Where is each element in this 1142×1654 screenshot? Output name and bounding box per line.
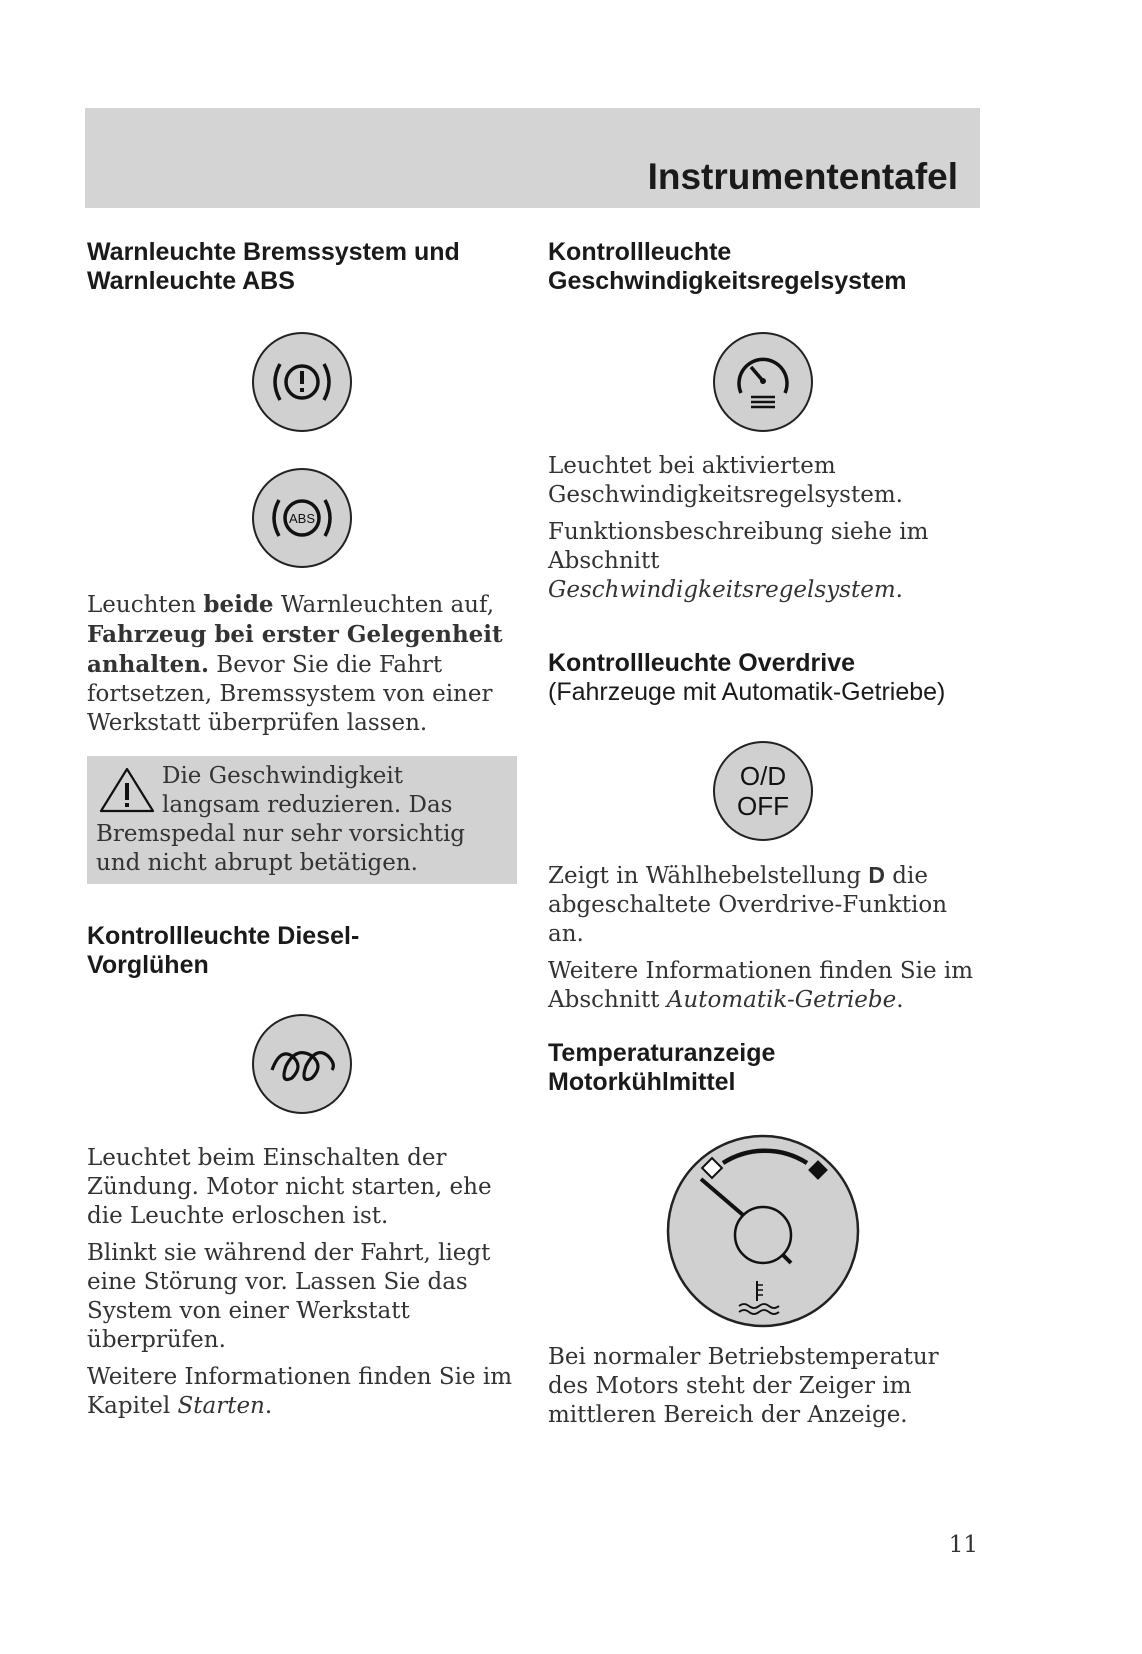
temp-heading: Temperaturanzeige Motorkühlmittel: [548, 1039, 776, 1096]
overdrive-icon-box: [548, 741, 978, 841]
cruise-paragraph-2: Funktionsbeschreibung siehe im Abschnitt Geschwindigkeitsregelsystem.: [548, 519, 929, 603]
cruise-control-icon: [713, 332, 813, 432]
page-title: Instrumententafel: [647, 156, 958, 197]
left-column: [87, 238, 517, 1421]
diesel-paragraph-3: Weitere Informationen finden Sie im Kapitel Starten.: [87, 1364, 513, 1419]
overdrive-subheading: (Fahrzeuge mit Automatik-Getriebe): [548, 678, 946, 706]
cruise-heading: Kontrollleuchte Geschwindigkeitsregelsystem: [548, 238, 907, 295]
header-band: [85, 108, 980, 208]
abs-warning-icon: [252, 468, 352, 568]
warning-triangle-icon: [96, 764, 158, 816]
page-number: 11: [948, 1532, 978, 1558]
glow-icon-box: [87, 1014, 517, 1114]
temp-paragraph: Bei normaler Betriebstemperatur des Motors steht der Zeiger im mittleren Bereich der Anzeige.: [548, 1344, 939, 1428]
temp-gauge-box: [548, 1133, 978, 1329]
overdrive-icon-line2: OFF: [737, 791, 789, 821]
overdrive-paragraph-2: Weitere Informationen finden Sie im Abschnitt Automatik-Getriebe.: [548, 958, 974, 1013]
overdrive-off-icon: [713, 741, 813, 841]
abs-icon-text: ABS: [288, 511, 316, 526]
cruise-icon-box: [548, 332, 978, 432]
brake-warning-icon: [252, 332, 352, 432]
cruise-paragraph-1: Leuchtet bei aktiviertem Geschwindigkeitsregelsystem.: [548, 453, 903, 508]
abs-icon-box: [87, 468, 517, 568]
brake-icon-box: [87, 332, 517, 432]
brake-paragraph: Leuchten beide Warnleuchten auf, Fahrzeug bei erster Gelegenheit anhalten. Bevor Sie die Fahrt fortsetzen, Bremssystem von einer Werkstatt überprüfen lassen.: [87, 591, 503, 736]
diesel-heading: Kontrollleuchte Diesel- Vorglühen: [87, 922, 360, 979]
warning-box: [87, 756, 517, 884]
glow-plug-icon: [252, 1014, 352, 1114]
brake-heading: [87, 238, 517, 296]
diesel-paragraph-1: Leuchtet beim Einschalten der Zündung. Motor nicht starten, ehe die Leuchte erloschen ist.: [87, 1145, 492, 1229]
right-column: [548, 238, 978, 1430]
coolant-temp-gauge: [665, 1133, 861, 1329]
overdrive-heading: Kontrollleuchte Overdrive (Fahrzeuge mit Automatik-Getriebe): [548, 649, 978, 707]
brake-heading-line1: Warnleuchte Bremssystem und: [87, 238, 460, 266]
diesel-paragraph-2: Blinkt sie während der Fahrt, liegt eine Störung vor. Lassen Sie das System von einer Werkstatt überprüfen.: [87, 1240, 491, 1353]
overdrive-paragraph-1: Zeigt in Wählhebelstellung D die abgeschaltete Overdrive-Funktion an.: [548, 862, 948, 947]
overdrive-icon-line1: O/D: [739, 761, 787, 791]
warning-text: Die Geschwindigkeit langsam reduzieren. Das Bremspedal nur sehr vorsichtig und nicht abrupt betätigen.: [96, 763, 466, 876]
brake-heading-line2: Warnleuchte ABS: [87, 267, 295, 295]
